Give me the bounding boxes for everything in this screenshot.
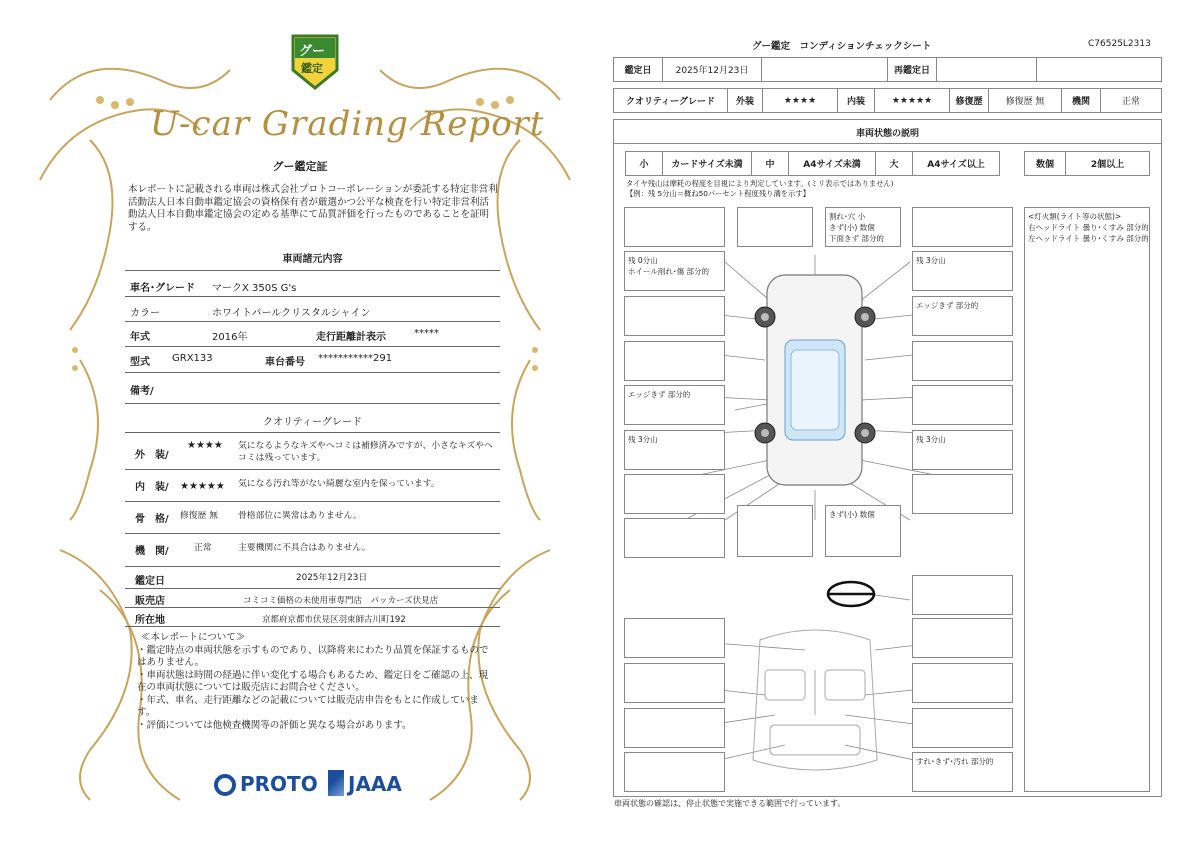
exterior-label-cell: 外装 bbox=[727, 88, 763, 113]
note-item: ・評価については他検査機関等の評価と異なる場合があります。 bbox=[137, 719, 412, 731]
legend-count-desc: 2個以上 bbox=[1065, 151, 1150, 176]
exterior-stars: ★★★★ bbox=[187, 440, 223, 451]
exterior-label: 外 装/ bbox=[135, 450, 169, 461]
chassis-label: 車台番号 bbox=[265, 357, 305, 368]
note-box bbox=[912, 618, 1013, 658]
note-box bbox=[624, 296, 725, 336]
badge-top-text: グー bbox=[299, 44, 326, 59]
shop-value: コミコミ価格の未使用車専門店 パッカーズ伏見店 bbox=[243, 596, 439, 606]
note-box-interior: すれ･きず･汚れ 部分的 bbox=[912, 752, 1013, 792]
interior-label: 内 装/ bbox=[135, 482, 169, 493]
jaaa-logo-icon bbox=[328, 770, 344, 796]
note-item: ・車両状態は時間の経過に伴い変化する場合もあるため、鑑定日をご確認の上、現在の車両状態については販売店にお問合せください。 bbox=[137, 669, 489, 693]
date-value-cell: 2025年12月23日 bbox=[662, 57, 762, 82]
repair-value-cell: 修復歴 無 bbox=[988, 88, 1062, 113]
chassis-value: ***********291 bbox=[318, 353, 393, 364]
year-value: 2016年 bbox=[212, 332, 248, 343]
sheet-footer: 車両状態の確認は、停止状態で実施できる範囲で行っています。 bbox=[614, 799, 846, 808]
proto-logo-icon bbox=[214, 774, 236, 796]
date-label-cell: 鑑定日 bbox=[613, 57, 663, 82]
note-box-front-right-tire: 残 3分山 bbox=[912, 251, 1013, 291]
note-box-front-left-tire: 残 0分山 ホイール削れ･傷 部分的 bbox=[624, 251, 725, 291]
frame-desc: 骨格部位に異常はありません。 bbox=[238, 511, 362, 521]
note-box bbox=[624, 207, 725, 247]
shop-label: 販売店 bbox=[135, 596, 165, 607]
interior-stars-cell: ★★★★★ bbox=[874, 88, 950, 113]
address-label: 所在地 bbox=[135, 615, 165, 626]
badge-bottom-text: 鑑定 bbox=[301, 62, 323, 75]
redate-value-cell bbox=[936, 57, 1037, 82]
engine-label: 機 関/ bbox=[135, 546, 169, 557]
note-box bbox=[912, 663, 1013, 703]
year-label: 年式 bbox=[130, 332, 150, 343]
car-name-label: 車名･グレード bbox=[130, 283, 195, 294]
specs-title: 車両諸元内容 bbox=[282, 254, 343, 265]
note-box-left-edge: エッジきず 部分的 bbox=[624, 385, 725, 425]
blank-cell bbox=[1036, 57, 1162, 82]
frame-label: 骨 格/ bbox=[135, 514, 169, 525]
exterior-desc: 気になるようなキズやヘコミは補修済みですが、小さなキズやヘコミは残っています。 bbox=[238, 441, 493, 463]
report-notes bbox=[137, 632, 497, 732]
interior-label-cell: 内装 bbox=[837, 88, 875, 113]
color-label: カラー bbox=[130, 308, 160, 319]
interior-desc: 気になる汚れ等がない綺麗な室内を保っています。 bbox=[238, 479, 440, 489]
quality-label-cell: クオリティーグレード bbox=[613, 88, 728, 113]
mileage-value: ***** bbox=[414, 328, 439, 339]
note-box-rear-center: きず(小) 数個 bbox=[825, 505, 901, 557]
notes-title: ≪本レポートについて≫ bbox=[141, 632, 246, 643]
legend-count: 数個 bbox=[1024, 151, 1066, 176]
mileage-label: 走行距離計表示 bbox=[316, 332, 386, 343]
note-box bbox=[737, 207, 813, 247]
car-name-value: マークX 350S G's bbox=[212, 283, 297, 294]
address-value: 京都府京都市伏見区羽束師古川町192 bbox=[262, 615, 406, 625]
sheet-title: グー鑑定 コンディションチェックシート bbox=[752, 41, 932, 52]
note-item: ・年式、車名、走行距離などの記載については販売店申告をもとに作成しています。 bbox=[137, 694, 479, 718]
certificate-heading: グー鑑定証 bbox=[272, 160, 328, 173]
engine-label-cell: 機関 bbox=[1061, 88, 1101, 113]
tire-note: タイヤ残山は摩耗の程度を目視により判定しています。(ミリ表示ではありません) 【例：残 5分山＝概ね50パーセント程度残り溝を示す】 bbox=[626, 179, 894, 198]
note-box bbox=[624, 474, 725, 514]
note-box bbox=[624, 752, 725, 792]
date-label: 鑑定日 bbox=[135, 576, 165, 587]
model-label: 型式 bbox=[130, 357, 150, 368]
legend-mid-desc: A4サイズ未満 bbox=[788, 151, 876, 176]
note-box-rear-right-tire: 残 3分山 bbox=[912, 430, 1013, 470]
note-box bbox=[912, 474, 1013, 514]
blank-cell bbox=[761, 57, 888, 82]
note-box bbox=[624, 518, 725, 558]
proto-logo-text: PROTO bbox=[240, 772, 318, 796]
sheet-id: C76525L2313 bbox=[1088, 39, 1151, 49]
legend-large-desc: A4サイズ以上 bbox=[912, 151, 1000, 176]
redate-label-cell: 再鑑定日 bbox=[887, 57, 937, 82]
engine-desc: 主要機関に不具合はありません。 bbox=[238, 543, 371, 553]
note-box bbox=[624, 618, 725, 658]
note-box bbox=[624, 663, 725, 703]
date-value: 2025年12月23日 bbox=[296, 573, 368, 583]
note-box-front-center: 割れ･穴 小 きず(小) 数個 下面きず 部分的 bbox=[825, 207, 901, 247]
quality-title: クオリティーグレード bbox=[263, 417, 362, 428]
note-box bbox=[912, 708, 1013, 748]
jaaa-logo-text: JAAA bbox=[348, 772, 402, 796]
section-title: 車両状態の説明 bbox=[855, 129, 919, 139]
engine-value: 正常 bbox=[194, 543, 212, 553]
note-box bbox=[624, 708, 725, 748]
interior-stars: ★★★★★ bbox=[180, 481, 225, 492]
color-value: ホワイトパールクリスタルシャイン bbox=[212, 308, 371, 319]
exterior-stars-cell: ★★★★ bbox=[762, 88, 838, 113]
model-value: GRX133 bbox=[172, 353, 213, 364]
note-item: ・鑑定時点の車両状態を示すものであり、以降将来にわたり品質を保証するものではありません。 bbox=[137, 644, 489, 668]
legend-small: 小 bbox=[625, 151, 663, 176]
lights-notes-box: <灯火類(ライト等の状態)> 右ヘッドライト 曇り･くすみ 部分的 左ヘッドライト 曇り･くすみ 部分的 bbox=[1024, 207, 1150, 792]
note-box bbox=[912, 385, 1013, 425]
frame-value: 修復歴 無 bbox=[180, 511, 218, 521]
report-script-title: U-car Grading Report bbox=[150, 104, 545, 144]
certificate-intro: 本レポートに記載される車両は株式会社プロトコーポレーションが委託する特定非営利活動法人日本自動車鑑定協会の資格保有者が厳選かつ公平な検査を行い特定非営利活動法人日本自動車鑑定協会の定める基準にて品質評価を行ったものであることを証明する。 bbox=[128, 184, 498, 233]
note-box bbox=[624, 341, 725, 381]
legend-mid: 中 bbox=[751, 151, 789, 176]
note-box-right-edge: エッジきず 部分的 bbox=[912, 296, 1013, 336]
note-box bbox=[737, 505, 813, 557]
engine-value-cell: 正常 bbox=[1100, 88, 1162, 113]
note-box-rear-left-tire: 残 3分山 bbox=[624, 430, 725, 470]
legend-small-desc: カードサイズ未満 bbox=[662, 151, 752, 176]
note-box bbox=[912, 341, 1013, 381]
note-box bbox=[912, 207, 1013, 247]
remarks-label: 備考/ bbox=[130, 386, 154, 397]
legend-large: 大 bbox=[875, 151, 913, 176]
repair-label-cell: 修復歴 bbox=[949, 88, 989, 113]
note-box bbox=[912, 575, 1013, 615]
goo-badge-logo bbox=[287, 30, 343, 92]
